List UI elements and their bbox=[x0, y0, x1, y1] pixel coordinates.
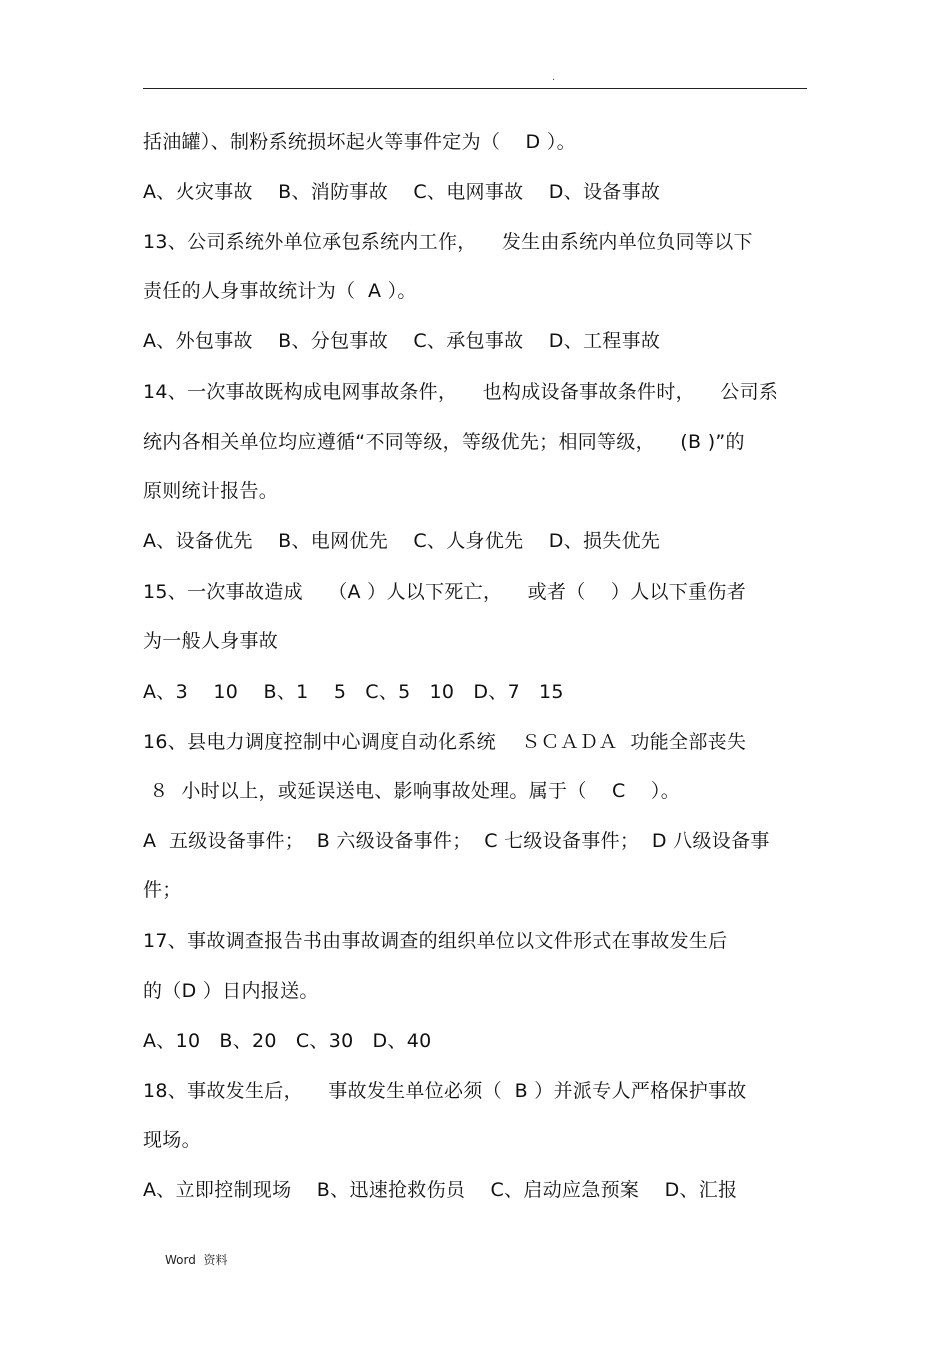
text-line: A、10 B、20 C、30 D、40 bbox=[143, 1030, 432, 1052]
text-line: 14、一次事故既构成电网事故条件， 也构成设备事故条件时， 公司系 bbox=[143, 381, 779, 403]
text-line: 现场。 bbox=[143, 1129, 201, 1151]
text-line: 16、县电力调度控制中心调度自动化系统 ＳＣＡＤＡ 功能全部丧失 bbox=[143, 731, 747, 753]
text-line: A、火灾事故 B、消防事故 C、电网事故 D、设备事故 bbox=[143, 181, 661, 203]
text-line: 13、公司系统外单位承包系统内工作， 发生由系统内单位负同等以下 bbox=[143, 231, 753, 253]
text-line: 的（D ）日内报送。 bbox=[143, 980, 319, 1002]
text-line: 括油罐）、制粉系统损坏起火等事件定为（ D ）。 bbox=[143, 131, 576, 153]
footer-label: Word 资料 bbox=[165, 1253, 228, 1267]
text-line: 18、事故发生后， 事故发生单位必须（ B ）并派专人严格保护事故 bbox=[143, 1080, 747, 1102]
header-rule bbox=[143, 88, 807, 89]
text-line: A、外包事故 B、分包事故 C、承包事故 D、工程事故 bbox=[143, 330, 661, 352]
text-line: A 五级设备事件； B 六级设备事件； C 七级设备事件； D 八级设备事 bbox=[143, 830, 770, 852]
text-line: 15、一次事故造成 （A ）人以下死亡， 或者（ ）人以下重伤者 bbox=[143, 581, 746, 603]
text-line: 责任的人身事故统计为（ A ）。 bbox=[143, 280, 417, 302]
text-line: A、3 10 B、1 5 C、5 10 D、7 15 bbox=[143, 681, 564, 703]
text-line: 件； bbox=[143, 879, 182, 901]
text-line: 为一般人身事故 bbox=[143, 630, 279, 652]
text-line: 原则统计报告。 bbox=[143, 480, 279, 502]
text-line: A、设备优先 B、电网优先 C、人身优先 D、损失优先 bbox=[143, 530, 661, 552]
text-line: ８ 小时以上，或延误送电、影响事故处理。属于（ C ）。 bbox=[143, 780, 681, 802]
text-line: 17、事故调查报告书由事故调查的组织单位以文件形式在事故发生后 bbox=[143, 930, 728, 952]
text-line: 统内各相关单位均应遵循“不同等级，等级优先；相同等级， (B )”的 bbox=[143, 431, 745, 453]
text-line: A、立即控制现场 B、迅速抢救伤员 C、启动应急预案 D、汇报 bbox=[143, 1179, 738, 1201]
header-dot: . bbox=[552, 72, 556, 83]
